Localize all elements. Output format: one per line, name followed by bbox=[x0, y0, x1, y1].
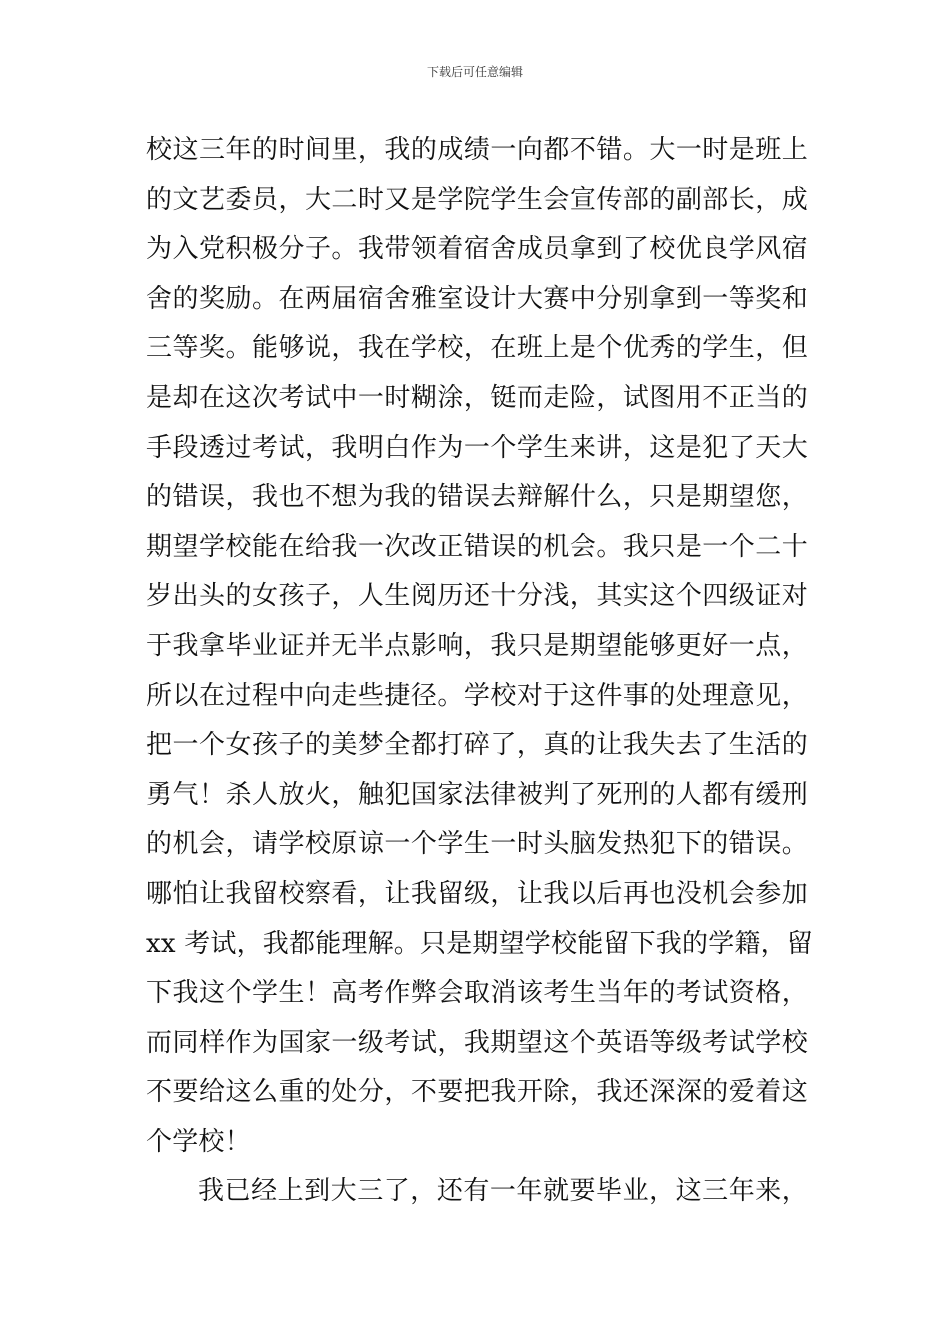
text-line: 舍的奖励。在两届宿舍雅室设计大赛中分别拿到一等奖和 bbox=[146, 283, 808, 314]
text-line: 勇气！杀人放火，触犯国家法律被判了死刑的人都有缓刑 bbox=[146, 779, 808, 810]
text-line: xx 考试，我都能理解。只是期望学校能留下我的学籍，留 bbox=[146, 928, 813, 959]
text-line: 下我这个学生！高考作弊会取消该考生当年的考试资格， bbox=[146, 978, 808, 1009]
text-line: 所以在过程中向走些捷径。学校对于这件事的处理意见， bbox=[146, 680, 808, 711]
text-line: 不要给这么重的处分，不要把我开除，我还深深的爱着这 bbox=[146, 1077, 808, 1108]
text-line: 哪怕让我留校察看，让我留级，让我以后再也没机会参加 bbox=[146, 878, 808, 909]
text-line: 的文艺委员，大二时又是学院学生会宣传部的副部长，成 bbox=[146, 184, 808, 215]
text-line: 岁出头的女孩子，人生阅历还十分浅，其实这个四级证对 bbox=[146, 581, 808, 612]
text-line: 为入党积极分子。我带领着宿舍成员拿到了校优良学风宿 bbox=[146, 234, 808, 265]
text-line: 于我拿毕业证并无半点影响，我只是期望能够更好一点， bbox=[146, 630, 808, 661]
text-line: 的错误，我也不想为我的错误去辩解什么，只是期望您， bbox=[146, 482, 808, 513]
text-line: 校这三年的时间里，我的成绩一向都不错。大一时是班上 bbox=[146, 135, 808, 165]
paragraph-end-line: 个学校！ bbox=[146, 1126, 251, 1157]
paragraph-start-line: 我已经上到大三了，还有一年就要毕业，这三年来， bbox=[198, 1176, 808, 1207]
text-line: 是却在这次考试中一时糊涂，铤而走险，试图用不正当的 bbox=[146, 382, 808, 413]
text-line: 手段透过考试，我明白作为一个学生来讲，这是犯了天大 bbox=[146, 432, 808, 463]
text-line: 期望学校能在给我一次改正错误的机会。我只是一个二十 bbox=[146, 531, 808, 562]
page-header: 下载后可任意编辑 bbox=[426, 65, 523, 79]
text-line: 的机会，请学校原谅一个学生一时头脑发热犯下的错误。 bbox=[146, 829, 808, 860]
text-line: 三等奖。能够说，我在学校，在班上是个优秀的学生，但 bbox=[146, 333, 808, 364]
text-line: 而同样作为国家一级考试，我期望这个英语等级考试学校 bbox=[146, 1027, 808, 1058]
text-line: 把一个女孩子的美梦全都打碎了，真的让我失去了生活的 bbox=[146, 730, 808, 761]
document-body bbox=[146, 126, 813, 1217]
